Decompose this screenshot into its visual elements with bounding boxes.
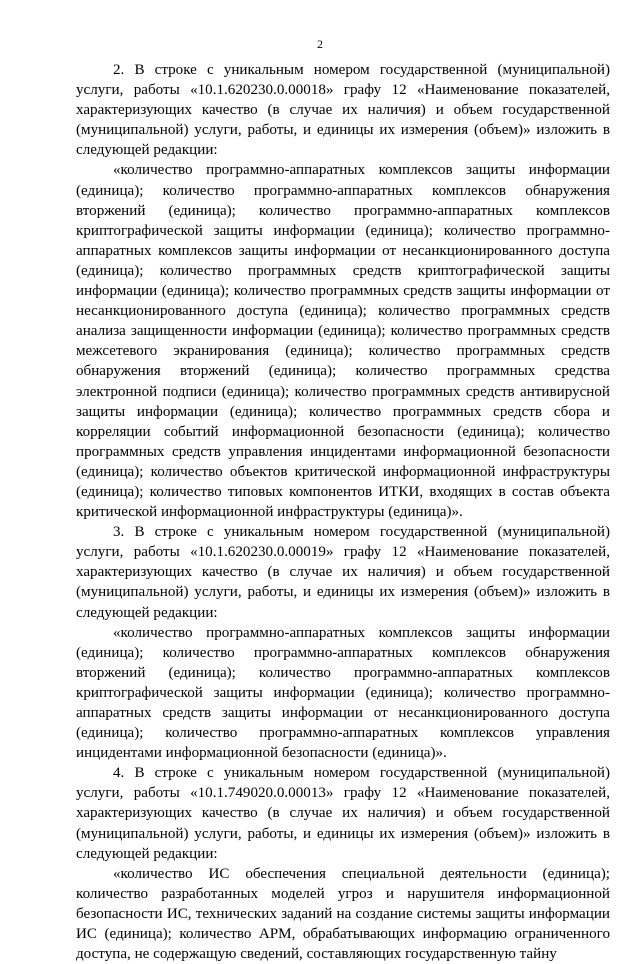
paragraph-item-4: 4. В строке с уникальным номером государственной (муниципальной) услуги, работы «10.1.749020.0.00013» графу 12 «Наименование показателей, характеризующих качество (в случае их наличия) и объем государственной (муниципальной) услуги, работы, и единицы их измерения (объем)» изложить в следующей редакции: bbox=[76, 765, 610, 862]
page-number: 2 bbox=[317, 37, 323, 51]
paragraph-item-4-text: «количество ИС обеспечения специальной деятельности (единица); количество разработанных моделей угроз и нарушителя информационной безопасности ИС, технических заданий на создание системы защиты информации ИС (единица); количество АРМ, обрабатывающих информацию ограниченного доступа, не содержащую сведений, составляющих государственную тайну bbox=[76, 865, 610, 963]
paragraph-item-3-text: «количество программно-аппаратных комплексов защиты информации (единица); количество программно-аппаратных комплексов обнаружения вторжений (единица); количество программно-аппаратных комплексов криптографической защиты информации (единица); количество программно-аппаратных средств защиты информации от несанкционированного доступа (единица); количество программно-аппаратных комплексов управления инцидентами информационной безопасности (единица)». bbox=[76, 624, 610, 762]
paragraph-item-2-text: «количество программно-аппаратных комплексов защиты информации (единица); количество программно-аппаратных комплексов обнаружения вторжений (единица); количество программно-аппаратных комплексов криптографической защиты информации (единица); количество программно-аппаратных комплексов защиты информации от несанкционированного доступа (единица); количество программных средств криптографической защиты информации (единица); количество программных средств защиты информации от несанкционированного доступа (единица); количество программных средств анализа защищенности информации (единица); количество программных средств межсетевого экранирования (единица); количество программных средств обнаружения вторжений (единица); количество программных средства электронной подписи (единица); количество программных средств антивирусной защиты информации (единица); количество программных средств сбора и корреляции событий информационной безопасности (единица); количество программных средств управления инцидентами информационной безопасности (единица); количество объектов критической информационной инфраструктуры (единица); количество типовых компонентов ИТКИ, входящих в состав объекта критической информационной инфраструктуры (единица)». bbox=[76, 162, 610, 521]
paragraph-item-2: 2. В строке с уникальным номером государственной (муниципальной) услуги, работы «10.1.620230.0.00018» графу 12 «Наименование показателей, характеризующих качество (в случае их наличия) и объем государственной (муниципальной) услуги, работы, и единицы их измерения (объем)» изложить в следующей редакции: bbox=[76, 62, 610, 159]
paragraph-item-3: 3. В строке с уникальным номером государственной (муниципальной) услуги, работы «10.1.620230.0.00019» графу 12 «Наименование показателей, характеризующих качество (в случае их наличия) и объем государственной (муниципальной) услуги, работы, и единицы их измерения (объем)» изложить в следующей редакции: bbox=[76, 524, 610, 621]
document-body bbox=[76, 60, 610, 964]
